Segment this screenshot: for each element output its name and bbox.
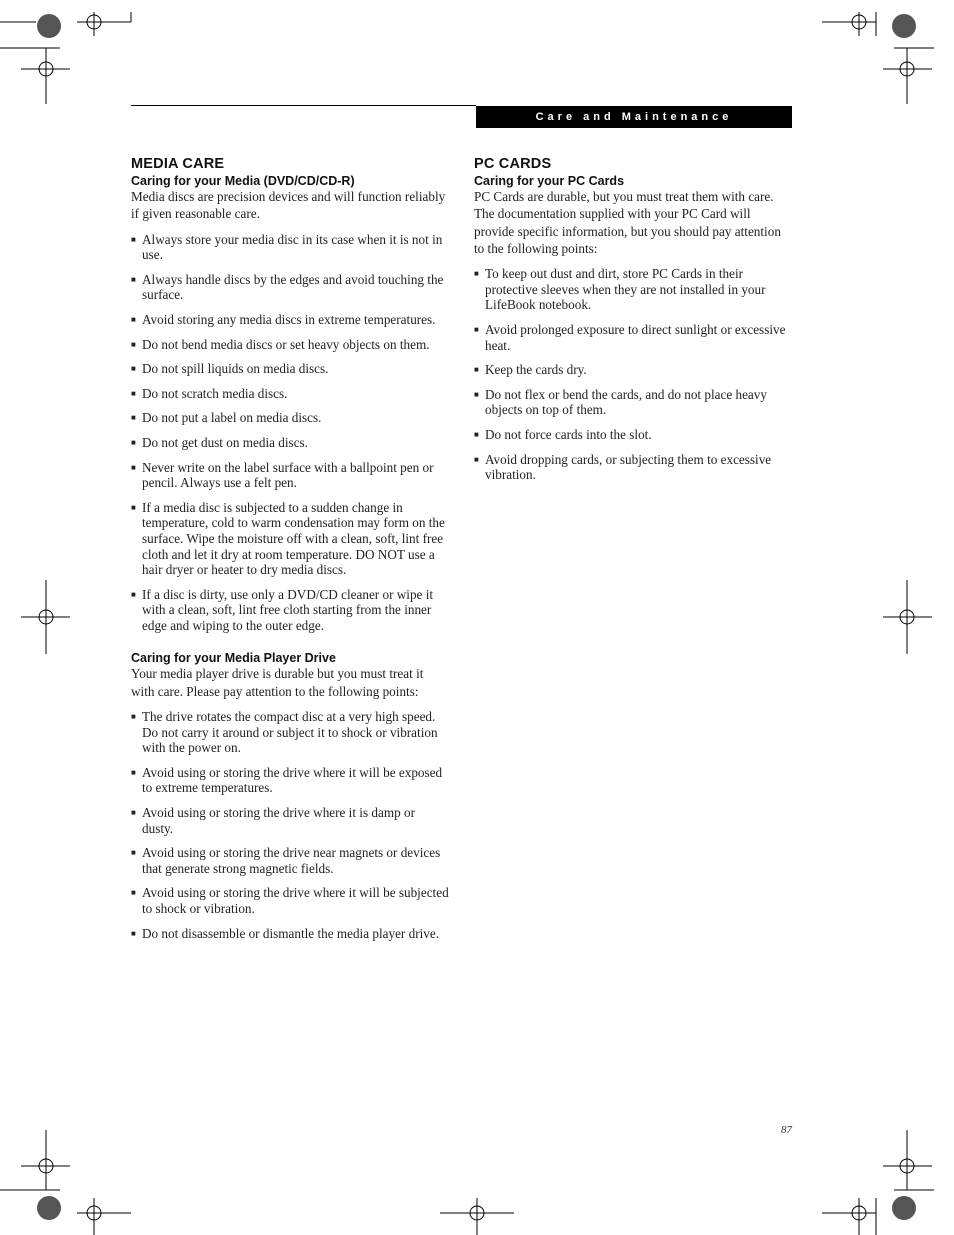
list-item-text: Do not flex or bend the cards, and do not place heavy objects on top of them. xyxy=(485,386,767,418)
list-item xyxy=(131,805,449,836)
list-item-text: Do not scratch media discs. xyxy=(142,385,288,401)
pc-cards-heading: PC CARDS xyxy=(474,156,552,172)
pc-cards-intro: PC Cards are durable, but you must treat them with care. The documentation supplied with your PC Card will provide specific information, but you should pay attention to the following points: xyxy=(474,189,781,256)
left-column xyxy=(131,156,449,950)
list-item-text: Keep the cards dry. xyxy=(485,362,587,378)
list-item-text: Avoid using or storing the drive where it will be exposed to extreme temperatures. xyxy=(142,764,443,796)
bullet-icon: ■ xyxy=(131,234,136,244)
list-item xyxy=(131,885,449,916)
list-item xyxy=(131,232,449,263)
bullet-icon: ■ xyxy=(131,888,136,898)
list-item-text: Always handle discs by the edges and avoid touching the surface. xyxy=(142,271,444,303)
list-item-text: Avoid using or storing the drive where it is damp or dusty. xyxy=(142,805,415,836)
list-item-text: Do not force cards into the slot. xyxy=(485,426,652,442)
page-number: 87 xyxy=(781,1124,792,1136)
list-item xyxy=(131,926,449,942)
bullet-icon: ■ xyxy=(474,269,479,279)
bullet-icon: ■ xyxy=(131,364,136,374)
bullet-icon: ■ xyxy=(131,502,136,512)
bullet-icon: ■ xyxy=(131,388,136,398)
list-item-text: Avoid storing any media discs in extreme temperatures. xyxy=(142,311,436,327)
bullet-icon: ■ xyxy=(131,589,136,599)
list-item xyxy=(131,765,449,796)
list-item-text: If a media disc is subjected to a sudden change in temperature, cold to warm condensation may form on the surface. Wipe the moisture off with a clean, soft, lint free cloth and let it dry at room temperature. DO NOT use a hair dryer or heater to dry media discs. xyxy=(142,499,445,578)
list-item-text: Do not bend media discs or set heavy objects on them. xyxy=(142,336,430,352)
list-item xyxy=(131,410,449,426)
list-item-text: Do not put a label on media discs. xyxy=(142,410,322,426)
list-item xyxy=(474,322,792,353)
list-item-text: Avoid dropping cards, or subjecting them to excessive vibration. xyxy=(485,451,772,483)
bullet-icon: ■ xyxy=(131,808,136,818)
bullet-icon: ■ xyxy=(474,324,479,334)
bullet-icon: ■ xyxy=(131,339,136,349)
bullet-icon: ■ xyxy=(474,454,479,464)
bullet-icon: ■ xyxy=(131,274,136,284)
list-item xyxy=(474,452,792,483)
list-item-text: Do not spill liquids on media discs. xyxy=(142,361,329,377)
pc-cards-list xyxy=(474,266,792,483)
list-item xyxy=(474,362,792,378)
bullet-icon: ■ xyxy=(131,437,136,447)
list-item xyxy=(131,361,449,377)
list-item xyxy=(131,500,449,578)
list-item xyxy=(131,272,449,303)
bullet-icon: ■ xyxy=(474,389,479,399)
media-care-heading: MEDIA CARE xyxy=(131,156,225,172)
list-item xyxy=(131,435,449,451)
list-item xyxy=(474,387,792,418)
list-item-text: Avoid using or storing the drive where it will be subjected to shock or vibration. xyxy=(142,885,449,916)
media-subheading: Caring for your Media (DVD/CD/CD-R) xyxy=(131,174,355,188)
list-item xyxy=(474,427,792,443)
header-rule xyxy=(131,105,476,106)
right-column xyxy=(474,156,792,492)
list-item xyxy=(131,460,449,491)
pc-cards-subheading: Caring for your PC Cards xyxy=(474,174,625,188)
list-item-text: If a disc is dirty, use only a DVD/CD cleaner or wipe it with a clean, soft, lint free cloth starting from the inner edge and wiping to the outer edge. xyxy=(142,586,434,633)
drive-intro: Your media player drive is durable but you must treat it with care. Please pay attention to the following points: xyxy=(131,666,424,699)
list-item-text: Do not get dust on media discs. xyxy=(142,434,308,450)
bullet-icon: ■ xyxy=(131,413,136,423)
section-title: Care and Maintenance xyxy=(535,111,733,123)
list-item-text: Avoid using or storing the drive near magnets or devices that generate strong magnetic fields. xyxy=(142,845,441,876)
bullet-icon: ■ xyxy=(474,365,479,375)
list-item-text: Avoid prolonged exposure to direct sunlight or excessive heat. xyxy=(485,321,786,353)
drive-care-list xyxy=(131,709,449,941)
drive-subheading: Caring for your Media Player Drive xyxy=(131,651,336,666)
list-item-text: Always store your media disc in its case when it is not in use. xyxy=(142,231,443,263)
bullet-icon: ■ xyxy=(131,712,136,722)
bullet-icon: ■ xyxy=(131,848,136,858)
list-item-text: Never write on the label surface with a ballpoint pen or pencil. Always use a felt pen. xyxy=(142,459,434,491)
bullet-icon: ■ xyxy=(474,429,479,439)
list-item xyxy=(131,709,449,756)
bullet-icon: ■ xyxy=(131,314,136,324)
media-intro: Media discs are precision devices and will function reliably if given reasonable care. xyxy=(131,189,446,222)
list-item xyxy=(474,266,792,313)
list-item-text: The drive rotates the compact disc at a very high speed. Do not carry it around or subject it to shock or vibration with the power on. xyxy=(142,709,438,756)
list-item xyxy=(131,845,449,876)
bullet-icon: ■ xyxy=(131,928,136,938)
list-item xyxy=(131,386,449,402)
bullet-icon: ■ xyxy=(131,462,136,472)
list-item xyxy=(131,312,449,328)
list-item xyxy=(131,587,449,634)
bullet-icon: ■ xyxy=(131,767,136,777)
list-item-text: Do not disassemble or dismantle the media player drive. xyxy=(142,925,440,941)
media-care-list xyxy=(131,232,449,634)
list-item-text: To keep out dust and dirt, store PC Cards in their protective sleeves when they are not installed in your LifeBook notebook. xyxy=(485,266,766,313)
list-item xyxy=(131,337,449,353)
section-header-bar xyxy=(476,106,792,128)
